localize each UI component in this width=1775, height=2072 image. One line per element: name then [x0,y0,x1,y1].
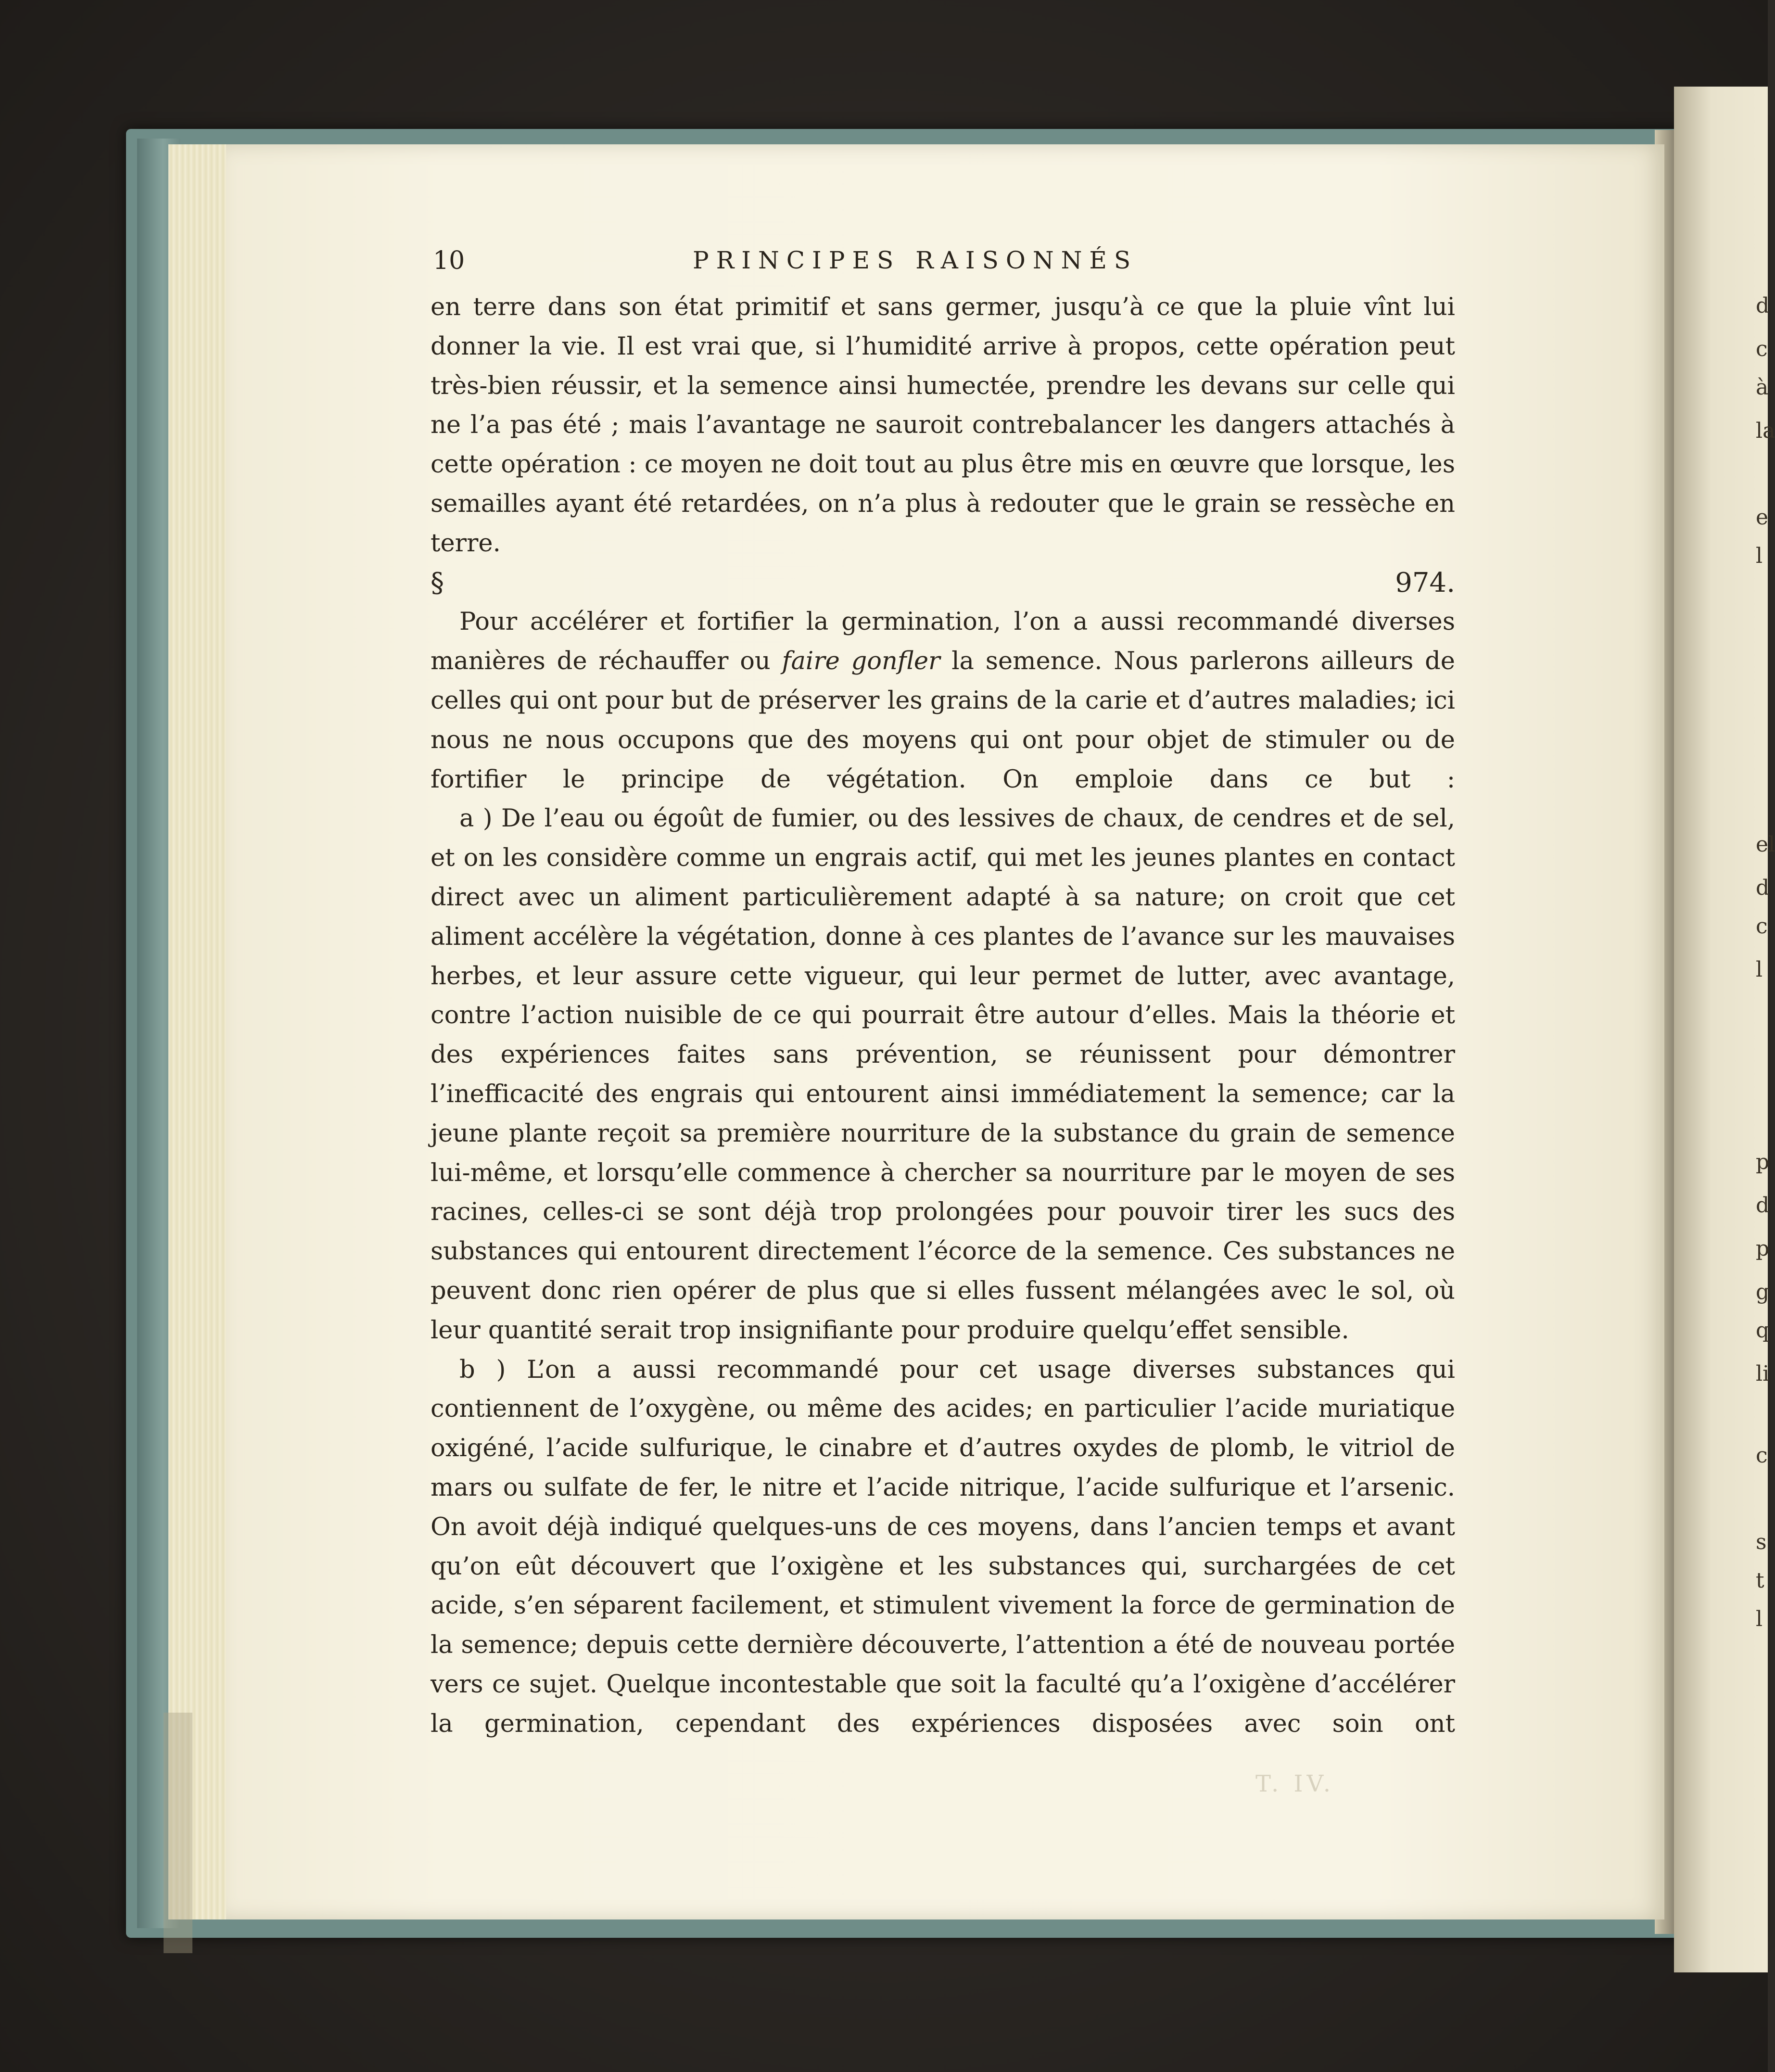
facing-page-letter: p [1756,1150,1770,1174]
running-head [433,246,1453,280]
bleed-through-signature: T. IV. [1255,1770,1334,1797]
facing-page-letter: li [1756,1361,1770,1386]
facing-page-letter: g [1756,1280,1770,1304]
facing-page [1674,87,1775,1972]
facing-page-letter: c [1756,337,1768,361]
facing-page-letter: la [1756,419,1775,443]
italic-phrase: faire gonfler [782,647,940,676]
page-body [431,288,1455,1743]
facing-page-letter: l [1756,957,1763,982]
facing-page-letter: q [1756,1318,1770,1343]
page-edges [168,144,231,1919]
paragraph-974-end: la semence. Nous parlerons ailleurs de celles qui ont pour but de préserver les grains de la carie et d’autres maladies; ici nous ne nous occupons que des moyens qui ont pour objet de stimuler ou de fortifier le principe de végétation. On emploie dans ce but : [431,647,1455,794]
page-number: 10 [433,246,465,275]
running-title: PRINCIPES RAISONNÉS [693,246,1138,274]
stain [164,1713,192,1953]
paragraph-b: b ) L’on a aussi recommandé pour cet usage diverses substances qui contiennent de l’oxygène, ou même des acides; en particulier l’acide muriatique oxigéné, l’acide sulfurique, le cinabre et d’autres oxydes de plomb, le vitriol de mars ou sulfate de fer, le nitre et l’acide nitrique, l’acide sulfurique et l’arsenic. On avoit déjà indiqué quelques-uns de ces moyens, dans l’ancien temps et avant qu’on eût découvert que l’oxigène et les substances qui, surchargées de cet acide, s’en séparent facilement, et stimulent vivement la force de germination de la semence; depuis cette dernière découverte, l’attention a été de nouveau portée vers ce sujet. Quelque incontestable que soit la faculté qu’a l’oxigène d’accélérer la germination, cependant des expériences disposées avec soin ont [431,1355,1455,1738]
facing-page-letter: d [1756,293,1770,318]
paragraph-974 [431,602,1455,799]
facing-page-letter: e [1756,505,1769,530]
facing-page-letter: d [1756,1193,1770,1218]
facing-page-letter: l [1756,544,1763,568]
facing-page-letter: s [1756,1530,1767,1554]
facing-page-letter: d [1756,876,1770,900]
paragraph-continuation: en terre dans son état primitif et sans germer, jusqu’à ce que la pluie vînt lui donner la vie. Il est vrai que, si l’humidité arrive à propos, cette opération peut très-bien réussir, et la semence ainsi humectée, prendre les devans sur celle qui ne l’a pas été ; mais l’avantage ne sauroit contrebalancer les dangers attachés à cette opération : ce moyen ne doit tout au plus être mis en œuvre que lorsque, les semailles ayant été retardées, on n’a plus à redouter que le grain se ressèche en terre. [431,293,1455,558]
facing-page-letter: t [1756,1568,1764,1593]
facing-page-letter: p [1756,1236,1770,1261]
facing-page-letter: c [1756,914,1768,939]
facing-page-letter: c [1756,1443,1768,1468]
facing-page-letter: el [1756,832,1775,857]
section-number: § 974. [431,567,1455,598]
paragraph-974-start: Pour accélérer et fortifier la germination, l’on a aussi recommandé diverses manières de réchauffer ou [431,608,1455,676]
facing-page-letter: l [1756,1607,1763,1631]
paragraph-a: a ) De l’eau ou égoût de fumier, ou des lessives de chaux, de cendres et de sel, et on les considère comme un engrais actif, qui met les jeunes plantes en contact direct avec un aliment particulièrement adapté à sa nature; on croit que cet aliment accélère la végétation, donne à ces plantes de l’avance sur les mauvaises herbes, et leur assure cette vigueur, qui leur permet de lutter, avec avantage, contre l’action nuisible de ce qui pourrait être autour d’elles. Mais la théorie et des expériences faites sans prévention, se réunissent pour démontrer l’inefficacité des engrais qui entourent ainsi immédiatement la semence; car la jeune plante reçoit sa première nourriture de la substance du grain de semence lui-même, et lorsqu’elle commence à chercher sa nourriture par le moyen de ses racines, celles-ci se sont déjà trop prolongées pour pouvoir tirer les sucs des substances qui entourent directement l’écorce de la semence. Ces substances ne peuvent donc rien opérer de plus que si elles fussent mélangées avec le sol, où leur quantité serait trop insignifiante pour produire quelqu’effet sensible. [431,804,1455,1345]
facing-page-letter: à [1756,375,1769,400]
